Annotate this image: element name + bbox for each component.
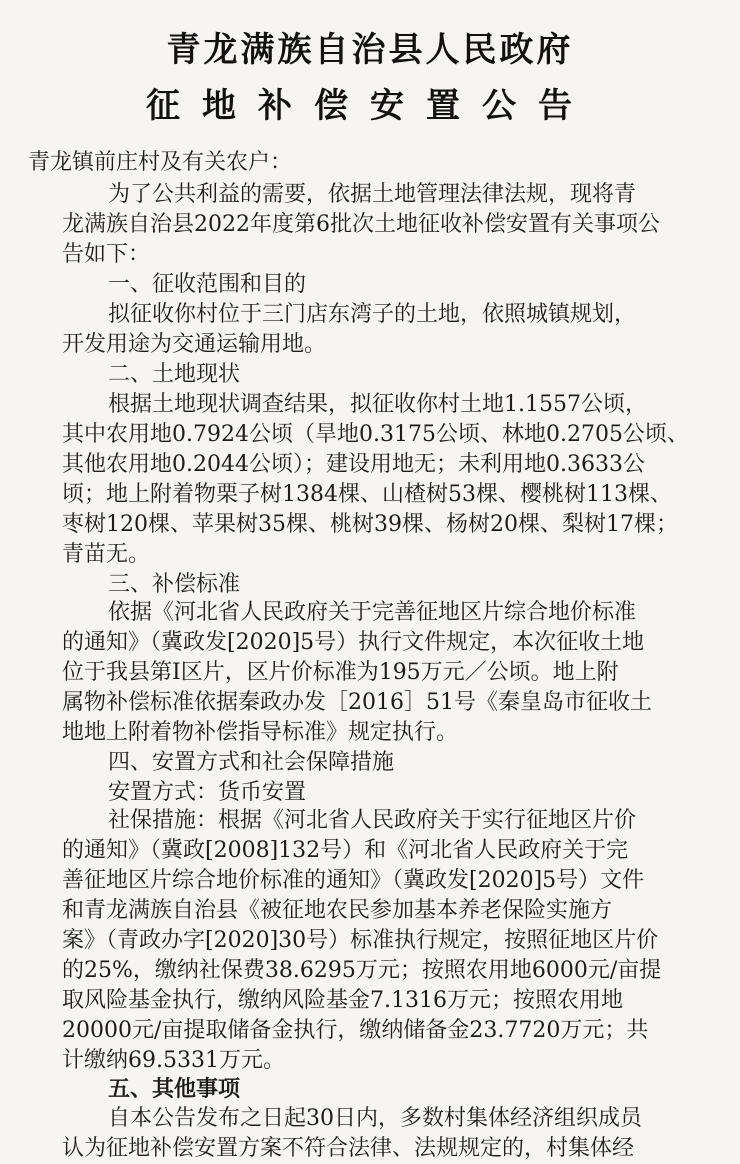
body-line: 自本公告发布之日起30日内，多数村集体经济组织成员 <box>108 1106 642 1131</box>
section-heading: 三、补偿标准 <box>108 572 241 597</box>
body-line: 社保措施：根据《河北省人民政府关于实行征地区片价 <box>108 808 637 833</box>
body-line: 龙满族自治县2022年度第6批次土地征收补偿安置有关事项公 <box>62 212 660 237</box>
body-line: 善征地区片综合地价标准的通知》（冀政发[2020]5号）文件 <box>62 868 645 893</box>
body-line: 告如下： <box>62 242 151 267</box>
body-line: 的通知》（冀政发[2020]5号）执行文件规定，本次征收土地 <box>62 630 645 655</box>
notice-title-line-1: 青龙满族自治县人民政府 <box>166 30 574 70</box>
section-heading: 二、土地现状 <box>108 362 241 387</box>
section-heading: 五、其他事项 <box>108 1076 241 1102</box>
body-line: 的25%，缴纳社保费38.6295万元；按照农用地6000元/亩提 <box>62 958 662 983</box>
body-line: 其中农用地0.7924公顷（旱地0.3175公顷、林地0.2705公顷、 <box>62 422 689 447</box>
body-line: 位于我县第Ⅰ区片，区片价标准为195万元／公顷。地上附 <box>62 660 619 685</box>
addressee-line: 青龙镇前庄村及有关农户： <box>28 150 293 175</box>
body-line: 枣树120棵、苹果树35棵、桃树39棵、杨树20棵、梨树17棵； <box>62 512 678 537</box>
section-heading: 四、安置方式和社会保障措施 <box>108 750 395 775</box>
body-line: 为了公共利益的需要，依据土地管理法律法规，现将青 <box>108 182 637 207</box>
body-line: 取风险基金执行，缴纳风险基金7.1316万元；按照农用地 <box>62 988 623 1013</box>
body-line: 开发用途为交通运输用地。 <box>62 332 327 357</box>
body-line: 计缴纳69.5331万元。 <box>62 1048 285 1073</box>
body-line: 青苗无。 <box>62 542 151 567</box>
body-line: 属物补偿标准依据秦政办发［2016］51号《秦皇岛市征收土 <box>62 690 652 715</box>
body-line: 的通知》（冀政[2008]132号）和《河北省人民政府关于完 <box>62 838 629 863</box>
body-line: 案》（青政办字[2020]30号）标准执行规定，按照征地区片价 <box>62 928 659 953</box>
body-line: 地地上附着物补偿指导标准》规定执行。 <box>62 720 459 745</box>
body-line: 拟征收你村位于三门店东湾子的土地，依照城镇规划， <box>108 302 637 327</box>
section-heading: 一、征收范围和目的 <box>108 272 307 297</box>
body-line: 依据《河北省人民政府关于完善征地区片综合地价标准 <box>108 600 637 625</box>
body-line: 20000元/亩提取储备金执行，缴纳储备金23.7720万元；共 <box>62 1018 649 1043</box>
body-line: 和青龙满族自治县《被征地农民参加基本养老保险实施方 <box>62 898 613 923</box>
body-line: 安置方式：货币安置 <box>108 780 307 805</box>
notice-title-line-2: 征地补偿安置公告 <box>146 86 594 126</box>
body-line: 其他农用地0.2044公顷）；建设用地无；未利用地0.3633公 <box>62 452 645 477</box>
body-line: 根据土地现状调查结果，拟征收你村土地1.1557公顷， <box>108 392 647 417</box>
body-line: 认为征地补偿安置方案不符合法律、法规规定的，村集体经 <box>62 1136 635 1161</box>
body-line: 顷；地上附着物栗子树1384棵、山楂树53棵、樱桃树113棵、 <box>62 482 672 507</box>
